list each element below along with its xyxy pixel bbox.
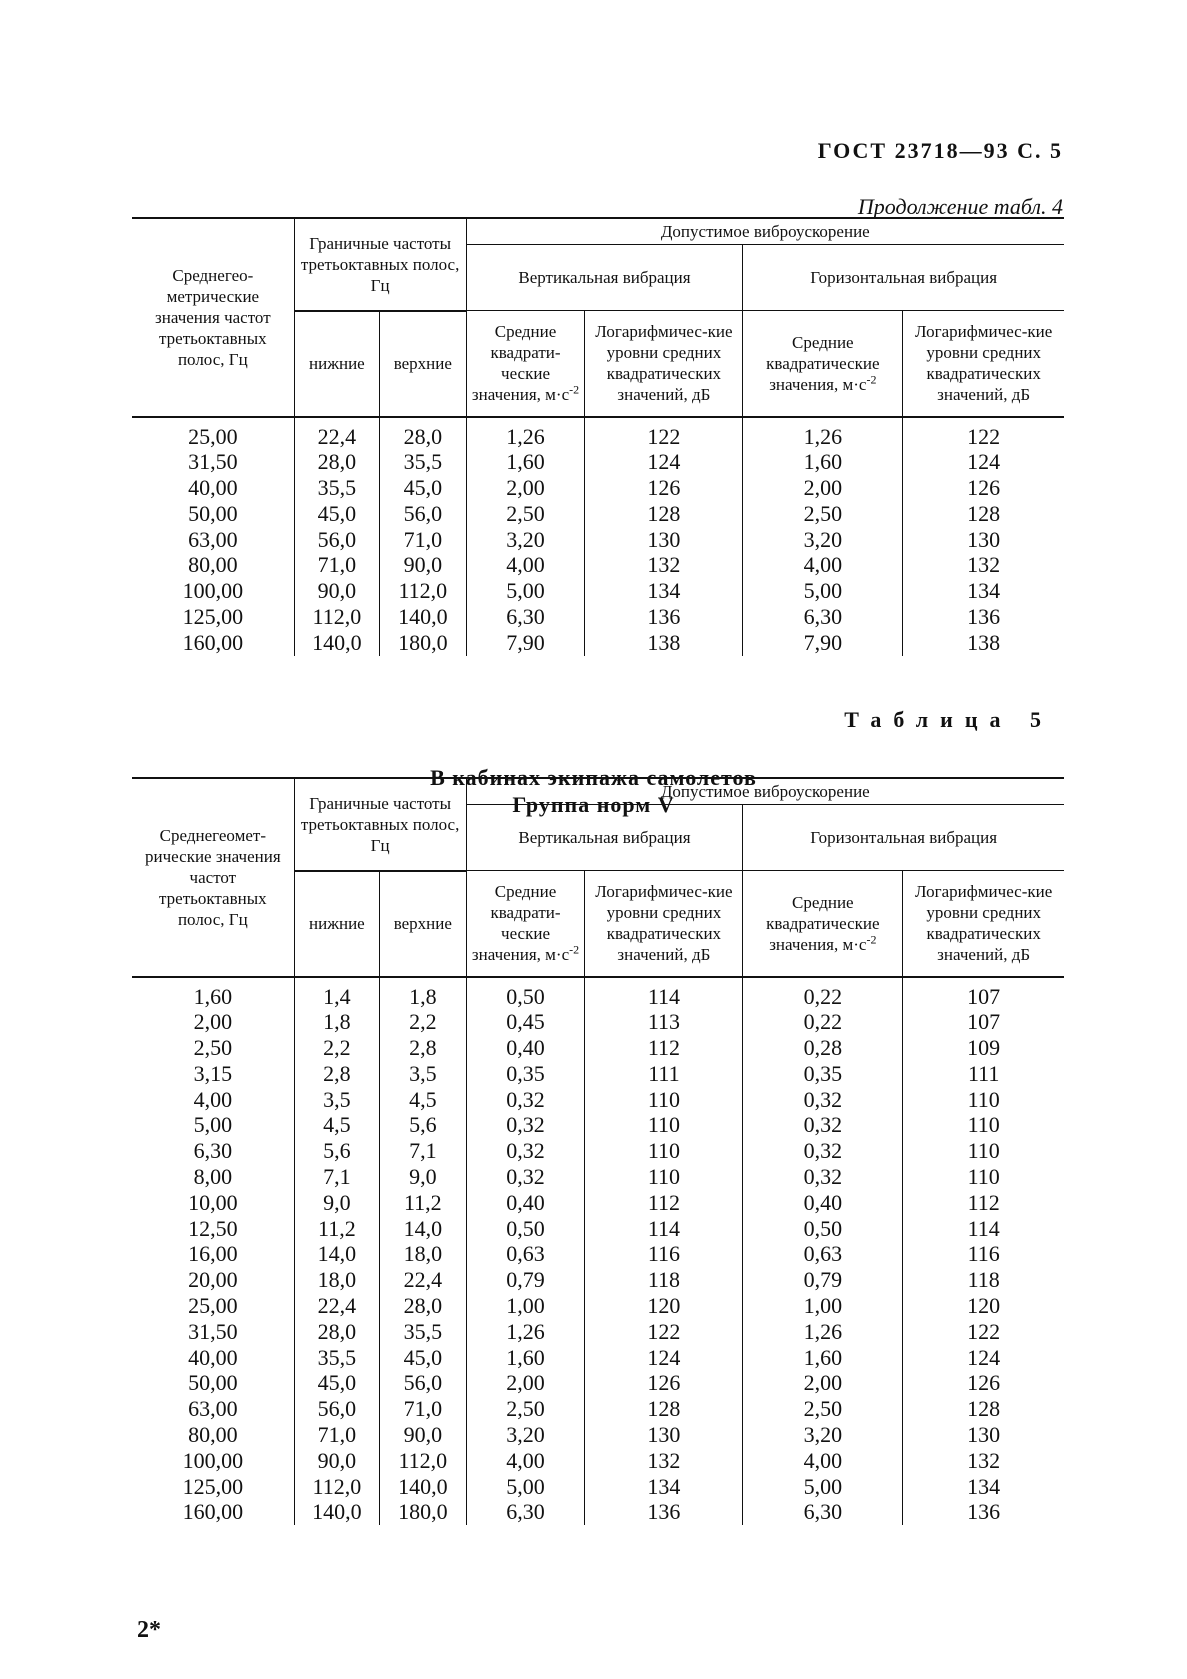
cell-horizontal-log-level: 122 — [903, 417, 1064, 450]
cell-upper-frequency: 71,0 — [380, 527, 466, 553]
cell-vertical-log-level: 136 — [585, 1499, 743, 1525]
cell-mean-frequency: 100,00 — [182, 1447, 244, 1473]
cell-horizontal-log-level: 128 — [903, 1396, 1064, 1422]
cell-vertical-log-level: 112 — [585, 1190, 743, 1216]
cell-lower-frequency: 71,0 — [294, 552, 379, 578]
cell-vertical-rms: 0,32 — [466, 1112, 585, 1138]
cell-horizontal-rms: 1,26 — [743, 1319, 903, 1345]
cell-mean-frequency: 100,00 — [182, 578, 244, 604]
cell-horizontal-rms: 0,22 — [743, 1009, 903, 1035]
cell-mean-frequency: 25,00 — [188, 1293, 238, 1319]
cell-vertical-rms: 2,00 — [466, 1370, 585, 1396]
cell-vertical-log-level: 122 — [585, 417, 743, 450]
cell-vertical-log-level: 111 — [585, 1061, 743, 1087]
cell-upper-frequency: 140,0 — [380, 1474, 466, 1500]
cell-vertical-log-level: 118 — [585, 1267, 743, 1293]
table-row — [132, 1319, 1064, 1345]
table-row — [132, 1190, 1064, 1216]
cell-lower-frequency: 9,0 — [294, 1190, 379, 1216]
cell-mean-frequency: 31,50 — [188, 1318, 238, 1344]
cell-lower-frequency: 1,4 — [294, 977, 379, 1010]
cell-upper-frequency: 18,0 — [380, 1241, 466, 1267]
cell-horizontal-log-level: 114 — [903, 1216, 1064, 1242]
cell-vertical-rms: 0,32 — [466, 1138, 585, 1164]
cell-mean-frequency: 125,00 — [182, 1473, 244, 1499]
cell-vertical-rms: 0,32 — [466, 1164, 585, 1190]
table-row — [132, 1112, 1064, 1138]
cell-lower-frequency: 18,0 — [294, 1267, 379, 1293]
cell-upper-frequency: 1,8 — [380, 977, 466, 1010]
cell-mean-frequency: 40,00 — [188, 475, 238, 501]
table-row — [132, 1087, 1064, 1113]
cell-upper-frequency: 35,5 — [380, 1319, 466, 1345]
cell-horizontal-log-level: 107 — [903, 1009, 1064, 1035]
cell-lower-frequency: 56,0 — [294, 527, 379, 553]
cell-lower-frequency: 35,5 — [294, 475, 379, 501]
cell-upper-frequency: 28,0 — [380, 1293, 466, 1319]
cell-horizontal-rms: 2,00 — [743, 475, 903, 501]
cell-vertical-log-level: 124 — [585, 1345, 743, 1371]
cell-horizontal-rms: 0,79 — [743, 1267, 903, 1293]
table-4-continuation — [132, 217, 1064, 656]
header-boundary-frequencies: Граничные частоты третьоктавных полос, Гц — [294, 218, 466, 311]
cell-upper-frequency: 180,0 — [380, 630, 466, 656]
cell-lower-frequency: 140,0 — [294, 630, 379, 656]
header-vertical-rms: Средние квадрати-ческие значения, $м\cdot с^{-2}$ — [466, 871, 585, 977]
table-row — [132, 1267, 1064, 1293]
cell-vertical-rms: 0,79 — [466, 1267, 585, 1293]
cell-vertical-log-level: 132 — [585, 1448, 743, 1474]
cell-vertical-rms: 5,00 — [466, 1474, 585, 1500]
cell-vertical-log-level: 124 — [585, 449, 743, 475]
cell-horizontal-log-level: 110 — [903, 1164, 1064, 1190]
cell-vertical-log-level: 110 — [585, 1087, 743, 1113]
table-row — [132, 449, 1064, 475]
cell-horizontal-log-level: 126 — [903, 475, 1064, 501]
cell-mean-frequency: 25,00 — [188, 423, 238, 449]
cell-lower-frequency: 112,0 — [294, 1474, 379, 1500]
table-row — [132, 578, 1064, 604]
cell-horizontal-log-level: 116 — [903, 1241, 1064, 1267]
header-lower: нижние — [294, 311, 379, 417]
table-row — [132, 1474, 1064, 1500]
cell-vertical-rms: 1,26 — [466, 417, 585, 450]
cell-vertical-rms: 3,20 — [466, 1422, 585, 1448]
cell-horizontal-rms: 2,00 — [743, 1370, 903, 1396]
table-row — [132, 1061, 1064, 1087]
table-row — [132, 501, 1064, 527]
header-allowed-acceleration: Допустимое виброускорение — [466, 778, 1064, 805]
header-upper: верхние — [380, 311, 466, 417]
cell-upper-frequency: 2,2 — [380, 1009, 466, 1035]
cell-vertical-log-level: 138 — [585, 630, 743, 656]
cell-upper-frequency: 90,0 — [380, 1422, 466, 1448]
cell-upper-frequency: 3,5 — [380, 1061, 466, 1087]
cell-lower-frequency: 45,0 — [294, 501, 379, 527]
cell-vertical-log-level: 126 — [585, 1370, 743, 1396]
cell-vertical-log-level: 126 — [585, 475, 743, 501]
cell-mean-frequency: 160,00 — [182, 629, 244, 655]
cell-lower-frequency: 2,8 — [294, 1061, 379, 1087]
cell-upper-frequency: 90,0 — [380, 552, 466, 578]
cell-horizontal-log-level: 107 — [903, 977, 1064, 1010]
cell-upper-frequency: 71,0 — [380, 1396, 466, 1422]
cell-horizontal-log-level: 124 — [903, 449, 1064, 475]
cell-vertical-rms: 4,00 — [466, 552, 585, 578]
cell-vertical-rms: 4,00 — [466, 1448, 585, 1474]
header-boundary-frequencies: Граничные частоты третьоктавных полос, Гц — [294, 778, 466, 871]
cell-horizontal-log-level: 130 — [903, 1422, 1064, 1448]
header-allowed-acceleration: Допустимое виброускорение — [466, 218, 1064, 245]
header-mean-frequency: Среднегеомет-рические значения частот третьоктавных полос, Гц — [132, 778, 294, 977]
table-5 — [132, 777, 1064, 1525]
cell-vertical-rms: 5,00 — [466, 578, 585, 604]
header-upper: верхние — [380, 871, 466, 977]
cell-horizontal-log-level: 122 — [903, 1319, 1064, 1345]
cell-upper-frequency: 5,6 — [380, 1112, 466, 1138]
table-continuation-label: Продолжение табл. 4 — [857, 194, 1063, 219]
cell-horizontal-rms: 5,00 — [743, 578, 903, 604]
cell-lower-frequency: 28,0 — [294, 1319, 379, 1345]
cell-upper-frequency: 56,0 — [380, 501, 466, 527]
cell-vertical-rms: 3,20 — [466, 527, 585, 553]
cell-vertical-log-level: 136 — [585, 604, 743, 630]
cell-horizontal-log-level: 110 — [903, 1087, 1064, 1113]
header-vertical-log-level: Логарифмичес-кие уровни средних квадратических значений, дБ — [585, 871, 743, 977]
cell-vertical-rms: 0,63 — [466, 1241, 585, 1267]
page-number: 2* — [137, 1617, 161, 1643]
cell-vertical-log-level: 114 — [585, 977, 743, 1010]
cell-horizontal-log-level: 134 — [903, 578, 1064, 604]
cell-upper-frequency: 140,0 — [380, 604, 466, 630]
cell-horizontal-rms: 2,50 — [743, 1396, 903, 1422]
table-5-title: В кабинах экипажа самолетов — [430, 765, 757, 790]
table-row — [132, 1009, 1064, 1035]
cell-mean-frequency: 5,00 — [193, 1112, 233, 1138]
cell-mean-frequency: 160,00 — [182, 1499, 244, 1525]
cell-upper-frequency: 28,0 — [380, 417, 466, 450]
cell-vertical-log-level: 128 — [585, 501, 743, 527]
cell-horizontal-log-level: 128 — [903, 501, 1064, 527]
cell-horizontal-rms: 6,30 — [743, 1499, 903, 1525]
table-row — [132, 630, 1064, 656]
cell-horizontal-log-level: 118 — [903, 1267, 1064, 1293]
cell-lower-frequency: 22,4 — [294, 417, 379, 450]
cell-horizontal-rms: 0,32 — [743, 1087, 903, 1113]
cell-horizontal-rms: 1,60 — [743, 1345, 903, 1371]
cell-vertical-log-level: 110 — [585, 1112, 743, 1138]
table-5-label: Таблица 5 — [844, 707, 1053, 732]
table-row — [132, 1216, 1064, 1242]
cell-vertical-rms: 0,50 — [466, 1216, 585, 1242]
header-horizontal-vibration: Горизонтальная вибрация — [743, 245, 1064, 311]
cell-horizontal-rms: 3,20 — [743, 527, 903, 553]
cell-vertical-rms: 1,60 — [466, 1345, 585, 1371]
cell-vertical-log-level: 130 — [585, 1422, 743, 1448]
cell-horizontal-rms: 6,30 — [743, 604, 903, 630]
header-vertical-log-level: Логарифмичес-кие уровни средних квадратических значений, дБ — [585, 311, 743, 417]
cell-lower-frequency: 11,2 — [294, 1216, 379, 1242]
header-vertical-vibration: Вертикальная вибрация — [466, 245, 743, 311]
table-row — [132, 1396, 1064, 1422]
cell-mean-frequency: 4,00 — [193, 1086, 233, 1112]
cell-upper-frequency: 180,0 — [380, 1499, 466, 1525]
table-row — [132, 1164, 1064, 1190]
cell-horizontal-rms: 4,00 — [743, 1448, 903, 1474]
cell-upper-frequency: 22,4 — [380, 1267, 466, 1293]
cell-horizontal-log-level: 111 — [903, 1061, 1064, 1087]
cell-lower-frequency: 90,0 — [294, 1448, 379, 1474]
cell-vertical-rms: 2,50 — [466, 1396, 585, 1422]
cell-lower-frequency: 7,1 — [294, 1164, 379, 1190]
header-horizontal-log-level: Логарифмичес-кие уровни средних квадратических значений, дБ — [903, 311, 1064, 417]
cell-upper-frequency: 56,0 — [380, 1370, 466, 1396]
cell-lower-frequency: 3,5 — [294, 1087, 379, 1113]
header-lower: нижние — [294, 871, 379, 977]
table-row — [132, 604, 1064, 630]
cell-mean-frequency: 50,00 — [188, 500, 238, 526]
cell-vertical-log-level: 110 — [585, 1164, 743, 1190]
cell-vertical-log-level: 128 — [585, 1396, 743, 1422]
cell-mean-frequency: 2,50 — [193, 1035, 233, 1061]
cell-vertical-rms: 7,90 — [466, 630, 585, 656]
cell-vertical-log-level: 114 — [585, 1216, 743, 1242]
cell-upper-frequency: 45,0 — [380, 475, 466, 501]
cell-vertical-log-level: 134 — [585, 578, 743, 604]
cell-lower-frequency: 56,0 — [294, 1396, 379, 1422]
cell-horizontal-log-level: 109 — [903, 1035, 1064, 1061]
cell-mean-frequency: 1,60 — [193, 983, 233, 1009]
cell-horizontal-log-level: 112 — [903, 1190, 1064, 1216]
cell-upper-frequency: 35,5 — [380, 449, 466, 475]
cell-horizontal-rms: 1,00 — [743, 1293, 903, 1319]
cell-horizontal-rms: 0,32 — [743, 1164, 903, 1190]
cell-mean-frequency: 63,00 — [188, 1396, 238, 1422]
cell-lower-frequency: 28,0 — [294, 449, 379, 475]
cell-upper-frequency: 9,0 — [380, 1164, 466, 1190]
cell-lower-frequency: 45,0 — [294, 1370, 379, 1396]
cell-vertical-log-level: 132 — [585, 552, 743, 578]
table-5-subtitle: Группа норм V — [512, 792, 675, 817]
cell-mean-frequency: 40,00 — [188, 1344, 238, 1370]
table-row — [132, 552, 1064, 578]
cell-mean-frequency: 12,50 — [188, 1215, 238, 1241]
cell-horizontal-log-level: 138 — [903, 630, 1064, 656]
cell-upper-frequency: 14,0 — [380, 1216, 466, 1242]
cell-mean-frequency: 8,00 — [193, 1164, 233, 1190]
cell-mean-frequency: 6,30 — [193, 1138, 233, 1164]
table-row — [132, 1293, 1064, 1319]
header-horizontal-vibration: Горизонтальная вибрация — [743, 805, 1064, 871]
cell-horizontal-rms: 2,50 — [743, 501, 903, 527]
cell-lower-frequency: 14,0 — [294, 1241, 379, 1267]
cell-vertical-rms: 0,40 — [466, 1035, 585, 1061]
table-row — [132, 977, 1064, 1010]
cell-mean-frequency: 80,00 — [188, 552, 238, 578]
cell-horizontal-log-level: 124 — [903, 1345, 1064, 1371]
cell-lower-frequency: 71,0 — [294, 1422, 379, 1448]
cell-vertical-rms: 0,35 — [466, 1061, 585, 1087]
header-horizontal-rms: Средние квадратические значения, $м\cdot с^{-2}$ — [743, 871, 903, 977]
cell-lower-frequency: 90,0 — [294, 578, 379, 604]
cell-vertical-rms: 2,50 — [466, 501, 585, 527]
cell-upper-frequency: 112,0 — [380, 1448, 466, 1474]
table-row — [132, 475, 1064, 501]
cell-horizontal-log-level: 134 — [903, 1474, 1064, 1500]
cell-horizontal-rms: 1,26 — [743, 417, 903, 450]
cell-vertical-log-level: 112 — [585, 1035, 743, 1061]
cell-horizontal-log-level: 110 — [903, 1112, 1064, 1138]
cell-horizontal-rms: 0,40 — [743, 1190, 903, 1216]
table-row — [132, 1241, 1064, 1267]
cell-vertical-rms: 1,26 — [466, 1319, 585, 1345]
header-horizontal-rms: Средние квадратические значения, $м\cdot с^{-2}$ — [743, 311, 903, 417]
cell-upper-frequency: 112,0 — [380, 578, 466, 604]
table-row — [132, 527, 1064, 553]
table-row — [132, 1422, 1064, 1448]
cell-mean-frequency: 16,00 — [188, 1241, 238, 1267]
table-row — [132, 1448, 1064, 1474]
cell-lower-frequency: 140,0 — [294, 1499, 379, 1525]
cell-vertical-log-level: 134 — [585, 1474, 743, 1500]
cell-mean-frequency: 31,50 — [188, 449, 238, 475]
cell-horizontal-rms: 5,00 — [743, 1474, 903, 1500]
cell-horizontal-rms: 0,63 — [743, 1241, 903, 1267]
cell-vertical-rms: 6,30 — [466, 1499, 585, 1525]
cell-mean-frequency: 2,00 — [193, 1009, 233, 1035]
header-vertical-rms: Средние квадрати-ческие значения, $м\cdot с^{-2}$ — [466, 311, 585, 417]
cell-horizontal-rms: 4,00 — [743, 552, 903, 578]
cell-mean-frequency: 125,00 — [182, 604, 244, 630]
cell-upper-frequency: 7,1 — [380, 1138, 466, 1164]
cell-lower-frequency: 2,2 — [294, 1035, 379, 1061]
cell-vertical-rms: 0,40 — [466, 1190, 585, 1216]
cell-upper-frequency: 45,0 — [380, 1345, 466, 1371]
cell-vertical-log-level: 122 — [585, 1319, 743, 1345]
header-vertical-vibration: Вертикальная вибрация — [466, 805, 743, 871]
cell-vertical-log-level: 120 — [585, 1293, 743, 1319]
cell-mean-frequency: 10,00 — [188, 1189, 238, 1215]
cell-upper-frequency: 2,8 — [380, 1035, 466, 1061]
cell-horizontal-rms: 0,32 — [743, 1138, 903, 1164]
document-header: ГОСТ 23718—93 С. 5 — [817, 138, 1063, 163]
cell-mean-frequency: 3,15 — [193, 1060, 233, 1086]
cell-lower-frequency: 112,0 — [294, 604, 379, 630]
table-row — [132, 1499, 1064, 1525]
cell-horizontal-log-level: 132 — [903, 552, 1064, 578]
header-mean-frequency: Среднегео-метрические значения частот третьоктавных полос, Гц — [132, 218, 294, 417]
cell-horizontal-rms: 0,50 — [743, 1216, 903, 1242]
cell-mean-frequency: 63,00 — [188, 526, 238, 552]
cell-horizontal-rms: 0,32 — [743, 1112, 903, 1138]
table-row — [132, 1345, 1064, 1371]
cell-horizontal-rms: 0,22 — [743, 977, 903, 1010]
cell-horizontal-log-level: 136 — [903, 1499, 1064, 1525]
header-horizontal-log-level: Логарифмичес-кие уровни средних квадратических значений, дБ — [903, 871, 1064, 977]
cell-vertical-rms: 2,00 — [466, 475, 585, 501]
cell-horizontal-rms: 1,60 — [743, 449, 903, 475]
cell-lower-frequency: 1,8 — [294, 1009, 379, 1035]
cell-horizontal-log-level: 136 — [903, 604, 1064, 630]
cell-horizontal-rms: 0,35 — [743, 1061, 903, 1087]
table-row — [132, 1138, 1064, 1164]
cell-mean-frequency: 80,00 — [188, 1422, 238, 1448]
cell-horizontal-log-level: 126 — [903, 1370, 1064, 1396]
cell-lower-frequency: 22,4 — [294, 1293, 379, 1319]
cell-vertical-rms: 6,30 — [466, 604, 585, 630]
cell-lower-frequency: 4,5 — [294, 1112, 379, 1138]
cell-vertical-log-level: 116 — [585, 1241, 743, 1267]
cell-mean-frequency: 20,00 — [188, 1267, 238, 1293]
cell-vertical-log-level: 110 — [585, 1138, 743, 1164]
cell-upper-frequency: 11,2 — [380, 1190, 466, 1216]
table-row — [132, 417, 1064, 450]
cell-horizontal-log-level: 120 — [903, 1293, 1064, 1319]
cell-horizontal-log-level: 130 — [903, 527, 1064, 553]
cell-vertical-rms: 1,00 — [466, 1293, 585, 1319]
table-row — [132, 1370, 1064, 1396]
cell-horizontal-rms: 3,20 — [743, 1422, 903, 1448]
cell-upper-frequency: 4,5 — [380, 1087, 466, 1113]
cell-horizontal-log-level: 110 — [903, 1138, 1064, 1164]
cell-vertical-rms: 0,50 — [466, 977, 585, 1010]
cell-vertical-rms: 0,45 — [466, 1009, 585, 1035]
cell-lower-frequency: 35,5 — [294, 1345, 379, 1371]
cell-horizontal-rms: 0,28 — [743, 1035, 903, 1061]
cell-horizontal-rms: 7,90 — [743, 630, 903, 656]
cell-lower-frequency: 5,6 — [294, 1138, 379, 1164]
cell-vertical-log-level: 113 — [585, 1009, 743, 1035]
cell-horizontal-log-level: 132 — [903, 1448, 1064, 1474]
table-row — [132, 1035, 1064, 1061]
cell-vertical-rms: 1,60 — [466, 449, 585, 475]
cell-vertical-log-level: 130 — [585, 527, 743, 553]
cell-mean-frequency: 50,00 — [188, 1370, 238, 1396]
cell-vertical-rms: 0,32 — [466, 1087, 585, 1113]
